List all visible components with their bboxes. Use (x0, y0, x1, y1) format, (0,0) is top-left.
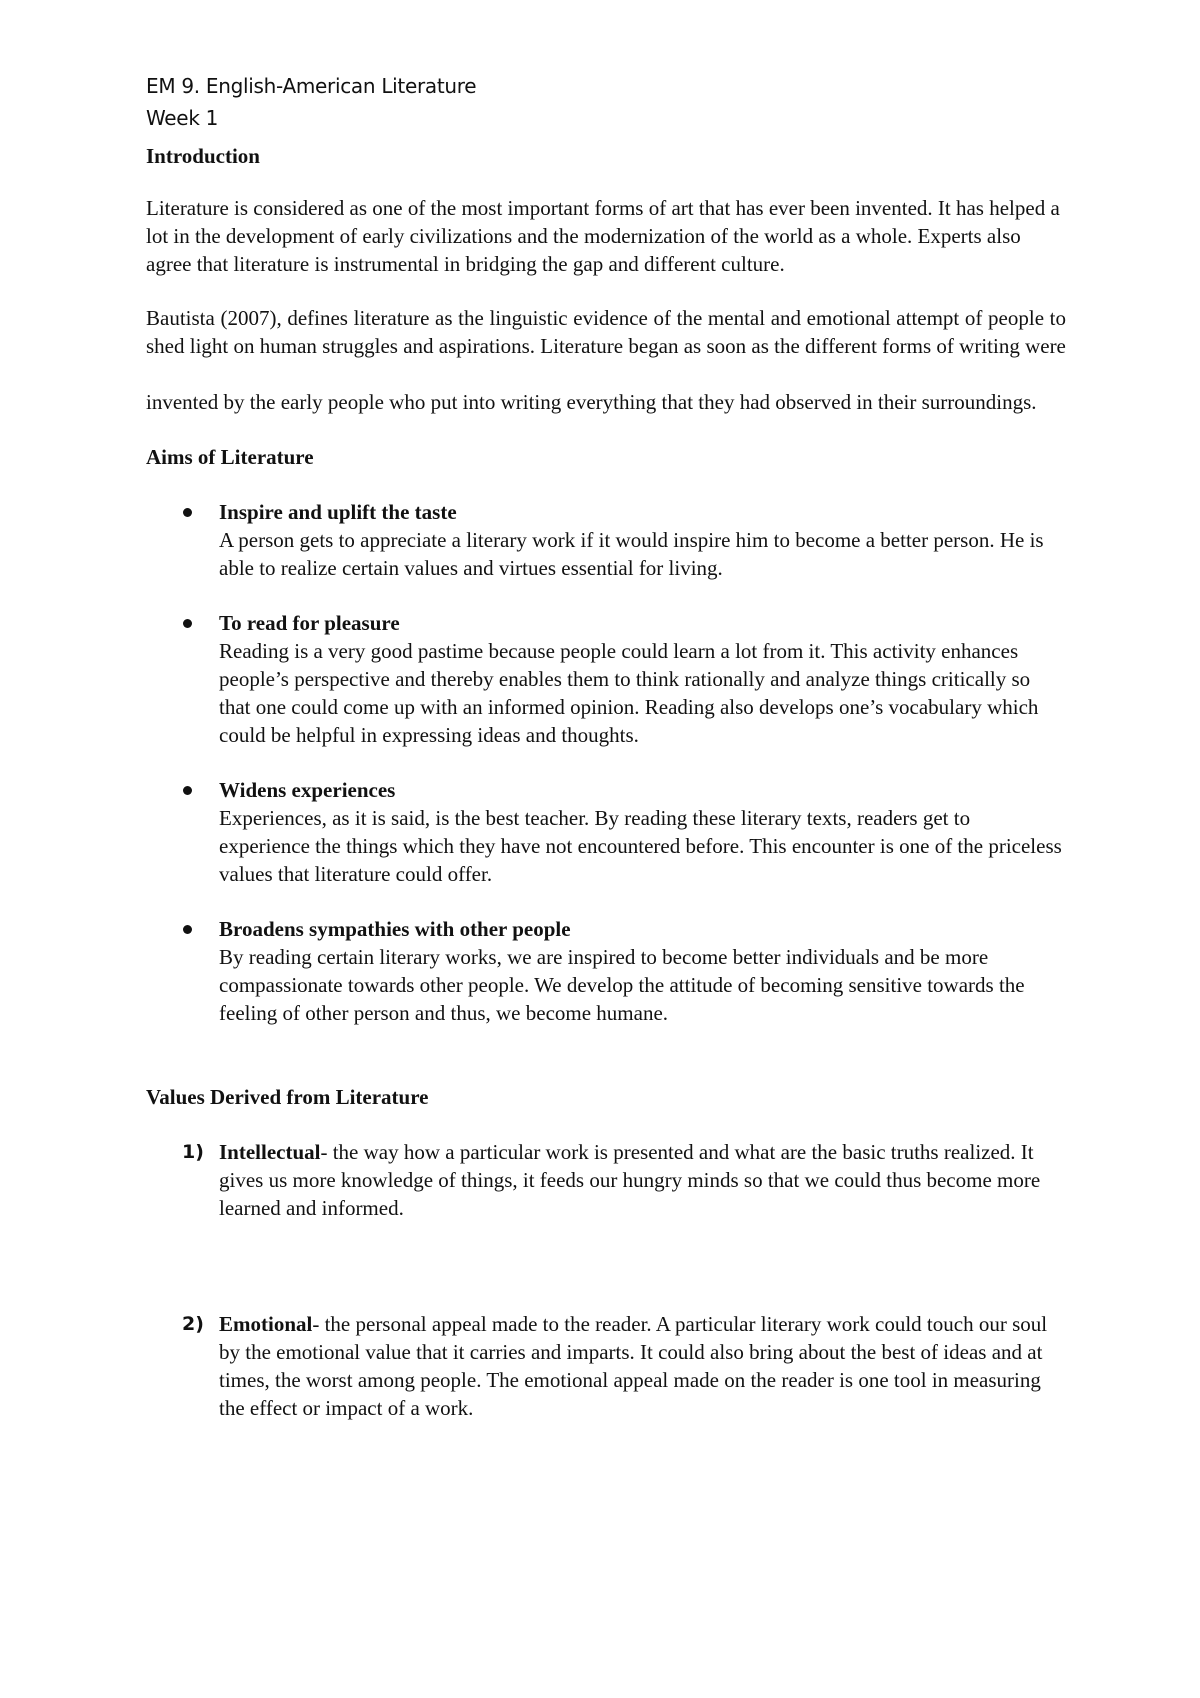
value-term: Emotional (219, 1312, 313, 1336)
aims-list (146, 498, 1066, 1027)
bullet-icon (183, 925, 192, 934)
aim-body: By reading certain literary works, we are inspired to become better individuals and be more compassionate towards other people. We develop the attitude of becoming sensitive towards the feeling of other person and thus, we become humane. (219, 945, 1025, 1025)
value-description (219, 1310, 1066, 1422)
values-heading: Values Derived from Literature (146, 1085, 429, 1109)
aim-body: Reading is a very good pastime because people could learn a lot from it. This activity enhances people’s perspective and thereby enables them to think rationally and analyze things critically so that one could come up with an informed opinion. Reading also develops one’s vocabulary which could be helpful in expressing ideas and thoughts. (219, 639, 1039, 747)
aims-heading: Aims of Literature (146, 445, 314, 469)
bullet-icon (183, 508, 192, 517)
list-number: 2) (182, 1313, 204, 1335)
bullet-icon (183, 619, 192, 628)
values-list-item (146, 1310, 1066, 1422)
bullet-icon (183, 786, 192, 795)
aim-title: Widens experiences (219, 778, 396, 802)
aim-body: A person gets to appreciate a literary work if it would inspire him to become a better person. He is able to realize certain values and virtues essential for living. (219, 528, 1044, 580)
aims-list-item (146, 498, 1066, 582)
introduction-heading: Introduction (146, 144, 260, 168)
aim-body: Experiences, as it is said, is the best teacher. By reading these literary texts, readers get to experience the things which they have not encountered before. This encounter is one of the priceless values that literature could offer. (219, 806, 1062, 886)
value-description (219, 1138, 1066, 1222)
aims-list-item (146, 915, 1066, 1027)
intro-paragraph-3: invented by the early people who put into writing everything that they had observed in their surroundings. (146, 390, 1037, 414)
aim-title: To read for pleasure (219, 611, 400, 635)
value-term: Intellectual (219, 1140, 321, 1164)
aim-title: Inspire and uplift the taste (219, 500, 457, 524)
aims-list-item (146, 609, 1066, 749)
values-list (146, 1138, 1066, 1422)
document-page (146, 70, 1066, 1422)
values-list-item (146, 1138, 1066, 1222)
course-title: EM 9. English-American Literature (146, 74, 477, 98)
intro-paragraph-2: Bautista (2007), defines literature as the linguistic evidence of the mental and emotional attempt of people to shed light on human struggles and aspirations. Literature began as soon as the different forms of writing were (146, 306, 1066, 358)
intro-paragraph-1: Literature is considered as one of the most important forms of art that has ever been invented. It has helped a lot in the development of early civilizations and the modernization of the world as a whole. Experts also agree that literature is instrumental in bridging the gap and different culture. (146, 196, 1060, 276)
list-number: 1) (182, 1141, 204, 1163)
value-body: - the personal appeal made to the reader. A particular literary work could touch our soul by the emotional value that it carries and imparts. It could also bring about the best of ideas and at times, the worst among people. The emotional appeal made on the reader is one tool in measuring the effect or impact of a work. (219, 1312, 1048, 1420)
week-label: Week 1 (146, 106, 219, 130)
value-body: - the way how a particular work is presented and what are the basic truths realized. It gives us more knowledge of things, it feeds our hungry minds so that we could thus become more learned and informed. (219, 1140, 1041, 1220)
aims-list-item (146, 776, 1066, 888)
aim-title: Broadens sympathies with other people (219, 917, 571, 941)
